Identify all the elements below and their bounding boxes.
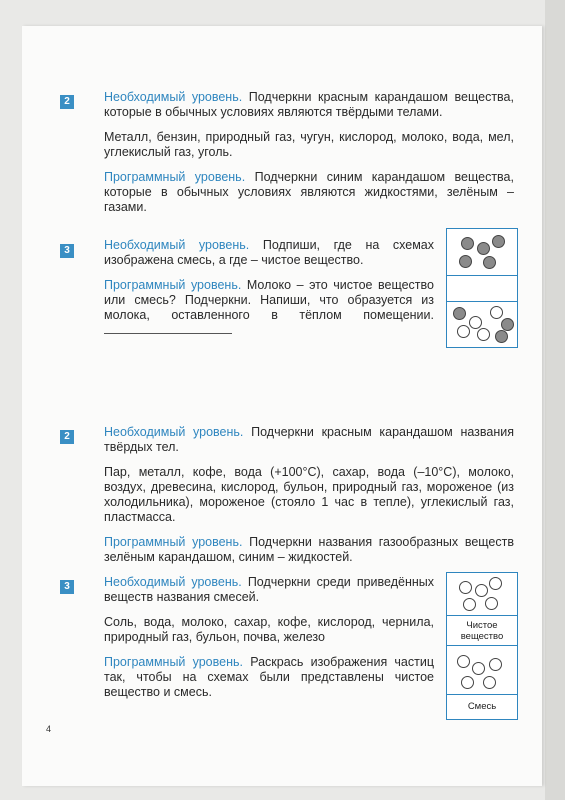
particle-dot[interactable]	[475, 584, 488, 597]
particle-dot	[461, 237, 474, 250]
task-block-s2-t2	[104, 425, 514, 575]
substance-list: Соль, вода, молоко, сахар, кофе, кислород, чернила, природный газ, бульон, почва, железо	[104, 615, 434, 644]
task-block-s1-t2	[104, 90, 514, 225]
particle-dot	[459, 255, 472, 268]
particle-dot	[477, 242, 490, 255]
particle-dot[interactable]	[472, 662, 485, 675]
scheme-label-cell[interactable]	[447, 276, 517, 302]
task-number-badge: 3	[60, 580, 74, 594]
task-block-s1-t3	[104, 238, 434, 348]
task-instruction	[104, 170, 514, 215]
particle-dot[interactable]	[483, 676, 496, 689]
particle-dot[interactable]	[463, 598, 476, 611]
instruction-text: Подчеркни названия газообразных веществ зелёным карандашом, синим – жидкостей.	[104, 535, 514, 564]
particle-dot[interactable]	[489, 658, 502, 671]
instruction-text: Подпиши, где на схемах изображена смесь, а где – чистое вещество.	[104, 238, 434, 267]
particle-dot[interactable]	[485, 597, 498, 610]
task-instruction	[104, 655, 434, 700]
level-label: Программный уровень.	[104, 655, 243, 669]
level-label: Необходимый уровень.	[104, 90, 243, 104]
scheme-cell-mixture	[447, 302, 517, 347]
particle-dot	[483, 256, 496, 269]
particle-dot	[469, 316, 482, 329]
task-block-s2-t3	[104, 575, 434, 710]
level-label: Необходимый уровень.	[104, 425, 244, 439]
task-number-badge: 2	[60, 430, 74, 444]
instruction-text: Подчеркни синим карандашом вещества, которые в обычных условиях являются жидкостями, зелёным – газами.	[104, 170, 514, 214]
task-instruction	[104, 278, 434, 338]
scheme-cell-pure	[447, 229, 517, 276]
scheme-cell-bottom[interactable]	[447, 646, 517, 695]
task-instruction	[104, 90, 514, 120]
level-label: Программный уровень.	[104, 278, 242, 292]
particle-dot	[495, 330, 508, 343]
particle-dot[interactable]	[461, 676, 474, 689]
particle-dot	[501, 318, 514, 331]
level-label: Необходимый уровень.	[104, 575, 242, 589]
level-label: Программный уровень.	[104, 170, 246, 184]
book-spine-edge	[545, 0, 565, 800]
instruction-text: Подчеркни красным карандашом вещества, которые в обычных условиях являются твёрдыми телами.	[104, 90, 514, 119]
instruction-text: Подчеркни среди приведённых веществ названия смесей.	[104, 575, 434, 604]
level-label: Программный уровень.	[104, 535, 243, 549]
instruction-text: Молоко – это чистое вещество или смесь? Подчеркни. Напиши, что образуется из молока, оставленного в тёплом помещении.	[104, 278, 434, 322]
particle-dot	[492, 235, 505, 248]
task-instruction	[104, 425, 514, 455]
particle-dot[interactable]	[457, 655, 470, 668]
task-instruction	[104, 238, 434, 268]
particle-dot	[453, 307, 466, 320]
task-number-badge: 3	[60, 244, 74, 258]
label-pure-substance: Чистое вещество	[447, 616, 517, 646]
task-instruction	[104, 535, 514, 565]
substance-list: Металл, бензин, природный газ, чугун, кислород, молоко, вода, мел, углекислый газ, уголь.	[104, 130, 514, 159]
particle-dot	[477, 328, 490, 341]
page-number: 4	[46, 724, 52, 734]
label-mixture: Смесь	[467, 701, 497, 712]
instruction-text: Подчеркни красным карандашом названия твёрдых тел.	[104, 425, 514, 454]
level-label: Необходимый уровень.	[104, 238, 250, 252]
task-number-badge: 2	[60, 95, 74, 109]
answer-line[interactable]	[104, 323, 232, 334]
particle-dot	[490, 306, 503, 319]
particle-dot[interactable]	[489, 577, 502, 590]
scheme-cell-top[interactable]	[447, 573, 517, 616]
particle-dot[interactable]	[459, 581, 472, 594]
substance-list: Пар, металл, кофе, вода (+100°С), сахар, вода (–10°С), молоко, воздух, древесина, кислород, бульон, природный газ, мороженое (из холодильника), мороженое (стояло 1 час в тепле), углекислый газ, пластмасса.	[104, 465, 514, 524]
particle-scheme-box	[446, 572, 518, 720]
particle-dot	[457, 325, 470, 338]
particle-scheme-box	[446, 228, 518, 348]
instruction-text: Раскрась изображения частиц так, чтобы на схемах были представлены чистое вещество и смесь.	[104, 655, 434, 699]
task-instruction	[104, 575, 434, 605]
